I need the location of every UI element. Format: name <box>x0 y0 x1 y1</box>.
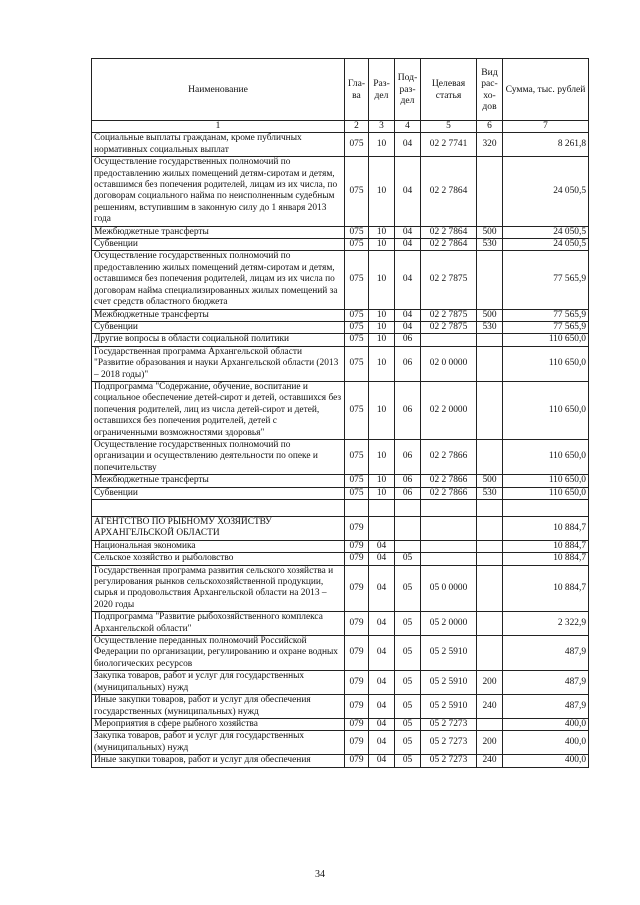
row-podrazdel: 04 <box>395 251 421 309</box>
header-summa: Сумма, тыс. рублей <box>503 59 589 121</box>
table-row <box>92 731 589 755</box>
blank-row <box>92 500 589 517</box>
row-statya: 02 2 7875 <box>421 251 477 309</box>
row-glava: 075 <box>345 226 369 238</box>
row-vid <box>477 718 503 730</box>
table-row <box>92 718 589 730</box>
table-row <box>92 755 589 767</box>
row-name: Межбюджетные трансферты <box>92 309 345 321</box>
table-row <box>92 381 589 439</box>
row-podrazdel: 05 <box>395 718 421 730</box>
row-vid <box>477 439 503 474</box>
row-glava: 075 <box>345 239 369 251</box>
row-razdel: 04 <box>369 553 395 565</box>
row-razdel: 04 <box>369 636 395 671</box>
row-glava: 079 <box>345 636 369 671</box>
row-statya: 05 2 5910 <box>421 636 477 671</box>
row-glava: 075 <box>345 439 369 474</box>
row-glava: 079 <box>345 755 369 767</box>
row-podrazdel: 05 <box>395 565 421 612</box>
row-podrazdel: 06 <box>395 334 421 346</box>
row-summa: 400,0 <box>503 755 589 767</box>
header-glava: Гла-ва <box>345 59 369 121</box>
row-podrazdel: 04 <box>395 157 421 226</box>
row-statya: 02 2 0000 <box>421 381 477 439</box>
header-vid: Вид рас-хо-дов <box>477 59 503 121</box>
table-row <box>92 671 589 695</box>
row-podrazdel: 06 <box>395 475 421 487</box>
row-vid: 200 <box>477 671 503 695</box>
row-razdel: 04 <box>369 565 395 612</box>
row-razdel: 10 <box>369 475 395 487</box>
row-name: Субвенции <box>92 487 345 499</box>
column-number: 5 <box>421 121 477 133</box>
table-row <box>92 540 589 552</box>
row-vid: 530 <box>477 239 503 251</box>
row-razdel: 04 <box>369 755 395 767</box>
row-podrazdel: 05 <box>395 695 421 719</box>
row-name: Закупка товаров, работ и услуг для государственных (муниципальных) нужд <box>92 671 345 695</box>
row-razdel: 10 <box>369 381 395 439</box>
row-podrazdel: 05 <box>395 636 421 671</box>
table-row <box>92 612 589 636</box>
row-vid: 200 <box>477 731 503 755</box>
row-summa: 77 565,9 <box>503 251 589 309</box>
row-summa: 110 650,0 <box>503 381 589 439</box>
header-podrazdel: Под-раз-дел <box>395 59 421 121</box>
row-glava: 075 <box>345 334 369 346</box>
row-glava: 079 <box>345 565 369 612</box>
row-razdel: 10 <box>369 251 395 309</box>
row-summa: 487,9 <box>503 671 589 695</box>
table-row <box>92 487 589 499</box>
row-glava: 075 <box>345 321 369 333</box>
row-statya: 02 2 7864 <box>421 226 477 238</box>
row-name: Социальные выплаты гражданам, кроме публичных нормативных социальных выплат <box>92 133 345 157</box>
row-vid: 240 <box>477 755 503 767</box>
row-razdel: 10 <box>369 309 395 321</box>
row-name: Подпрограмма "Развитие рыбохозяйственного комплекса Архангельской области" <box>92 612 345 636</box>
row-podrazdel: 05 <box>395 553 421 565</box>
table-row <box>92 553 589 565</box>
row-statya: 02 2 7875 <box>421 321 477 333</box>
row-summa: 2 322,9 <box>503 612 589 636</box>
column-number: 7 <box>503 121 589 133</box>
row-glava: 075 <box>345 381 369 439</box>
row-summa: 10 884,7 <box>503 553 589 565</box>
row-name: Государственная программа Архангельской области "Развитие образования и науки Архангельской области (2013 – 2018 годы)" <box>92 346 345 381</box>
table-row <box>92 133 589 157</box>
row-vid <box>477 553 503 565</box>
row-glava: 075 <box>345 133 369 157</box>
row-summa: 400,0 <box>503 718 589 730</box>
row-podrazdel: 06 <box>395 487 421 499</box>
row-podrazdel: 05 <box>395 671 421 695</box>
row-podrazdel: 04 <box>395 309 421 321</box>
row-vid: 500 <box>477 226 503 238</box>
agency-glava: 079 <box>345 517 369 541</box>
table-row <box>92 309 589 321</box>
row-razdel: 10 <box>369 239 395 251</box>
row-name: Субвенции <box>92 239 345 251</box>
row-podrazdel: 04 <box>395 133 421 157</box>
row-razdel: 10 <box>369 133 395 157</box>
row-razdel: 10 <box>369 157 395 226</box>
row-razdel: 04 <box>369 540 395 552</box>
row-statya: 05 2 0000 <box>421 612 477 636</box>
row-razdel: 04 <box>369 731 395 755</box>
row-glava: 075 <box>345 346 369 381</box>
row-glava: 075 <box>345 487 369 499</box>
row-glava: 075 <box>345 475 369 487</box>
row-podrazdel: 06 <box>395 381 421 439</box>
row-name: Осуществление государственных полномочий по организации и осуществлению деятельности по опеке и попечительству <box>92 439 345 474</box>
row-glava: 079 <box>345 718 369 730</box>
row-vid: 500 <box>477 475 503 487</box>
table-row <box>92 636 589 671</box>
row-name: Национальная экономика <box>92 540 345 552</box>
row-name: Другие вопросы в области социальной политики <box>92 334 345 346</box>
row-statya: 02 2 7864 <box>421 157 477 226</box>
row-vid <box>477 346 503 381</box>
row-razdel: 04 <box>369 718 395 730</box>
table-row <box>92 334 589 346</box>
row-summa: 400,0 <box>503 731 589 755</box>
agency-summa: 10 884,7 <box>503 517 589 541</box>
row-statya: 02 2 7875 <box>421 309 477 321</box>
row-statya <box>421 334 477 346</box>
row-glava: 079 <box>345 671 369 695</box>
row-vid: 530 <box>477 321 503 333</box>
row-summa: 24 050,5 <box>503 157 589 226</box>
row-statya <box>421 540 477 552</box>
header-razdel: Раз-дел <box>369 59 395 121</box>
row-podrazdel: 06 <box>395 346 421 381</box>
table-row <box>92 157 589 226</box>
row-summa: 77 565,9 <box>503 309 589 321</box>
row-summa: 77 565,9 <box>503 321 589 333</box>
table-row <box>92 226 589 238</box>
row-glava: 079 <box>345 695 369 719</box>
column-number: 1 <box>92 121 345 133</box>
row-podrazdel: 05 <box>395 612 421 636</box>
row-name: Подпрограмма "Содержание, обучение, воспитание и социальное обеспечение детей-сирот и детей, оставшихся без попечения родителей, лиц из числа детей-сирот и детей, оставшихся без попечения родителей, детей с ограниченными возможностями здоровья" <box>92 381 345 439</box>
row-podrazdel <box>395 540 421 552</box>
table-row <box>92 251 589 309</box>
row-statya: 02 0 0000 <box>421 346 477 381</box>
row-statya: 05 0 0000 <box>421 565 477 612</box>
agency-row <box>92 517 589 541</box>
row-name: Иные закупки товаров, работ и услуг для обеспечения государственных (муниципальных) нужд <box>92 695 345 719</box>
row-name: Сельское хозяйство и рыболовство <box>92 553 345 565</box>
column-number: 6 <box>477 121 503 133</box>
row-statya: 02 2 7864 <box>421 239 477 251</box>
row-name: Осуществление государственных полномочий по предоставлению жилых помещений детям-сиротам и детям, оставшимся без попечения родителей, лицам из их числа, по договорам социального найма по неисполненным судебным решениям, вступившим в законную силу до 1 января 2013 года <box>92 157 345 226</box>
column-number: 4 <box>395 121 421 133</box>
row-razdel: 10 <box>369 321 395 333</box>
header-row <box>92 59 589 121</box>
table-row <box>92 695 589 719</box>
row-statya: 05 2 7273 <box>421 731 477 755</box>
table-row <box>92 475 589 487</box>
page-number: 34 <box>315 869 325 880</box>
row-glava: 079 <box>345 540 369 552</box>
column-number: 2 <box>345 121 369 133</box>
table-body-agency <box>92 500 589 541</box>
row-statya: 05 2 7273 <box>421 718 477 730</box>
row-summa: 10 884,7 <box>503 540 589 552</box>
row-summa: 110 650,0 <box>503 475 589 487</box>
row-glava: 079 <box>345 553 369 565</box>
row-statya: 02 2 7866 <box>421 439 477 474</box>
row-vid: 240 <box>477 695 503 719</box>
table-row <box>92 321 589 333</box>
row-summa: 10 884,7 <box>503 565 589 612</box>
table-body-section-2 <box>92 540 589 767</box>
header-celevaya: Целевая статья <box>421 59 477 121</box>
row-razdel: 10 <box>369 226 395 238</box>
row-vid <box>477 381 503 439</box>
table-row <box>92 565 589 612</box>
row-name: Межбюджетные трансферты <box>92 475 345 487</box>
row-razdel: 04 <box>369 671 395 695</box>
row-name: Иные закупки товаров, работ и услуг для обеспечения <box>92 755 345 767</box>
row-name: Осуществление переданных полномочий Российской Федерации по организации, регулированию и охране водных биологических ресурсов <box>92 636 345 671</box>
row-podrazdel: 04 <box>395 239 421 251</box>
row-summa: 110 650,0 <box>503 346 589 381</box>
row-summa: 110 650,0 <box>503 487 589 499</box>
table-row <box>92 346 589 381</box>
row-vid: 530 <box>477 487 503 499</box>
row-name: Мероприятия в сфере рыбного хозяйства <box>92 718 345 730</box>
header-name: Наименование <box>92 59 345 121</box>
agency-name: АГЕНТСТВО ПО РЫБНОМУ ХОЗЯЙСТВУ АРХАНГЕЛЬСКОЙ ОБЛАСТИ <box>92 517 345 541</box>
row-vid <box>477 251 503 309</box>
row-name: Осуществление государственных полномочий по предоставлению жилых помещений детям-сиротам и детям, оставшимся без попечения родителей, лицам из их числа по договорам найма специализированных жилых помещений за счет средств областного бюджета <box>92 251 345 309</box>
row-podrazdel: 06 <box>395 439 421 474</box>
row-summa: 487,9 <box>503 695 589 719</box>
row-vid: 320 <box>477 133 503 157</box>
row-statya: 05 2 7273 <box>421 755 477 767</box>
budget-table <box>91 58 589 768</box>
row-name: Государственная программа развития сельского хозяйства и регулирования рынков сельскохозяйственной продукции, сырья и продовольствия Архангельской области на 2013 – 2020 годы <box>92 565 345 612</box>
row-statya: 02 2 7866 <box>421 487 477 499</box>
row-vid <box>477 157 503 226</box>
row-statya: 02 2 7866 <box>421 475 477 487</box>
row-statya <box>421 553 477 565</box>
row-statya: 02 2 7741 <box>421 133 477 157</box>
row-summa: 110 650,0 <box>503 439 589 474</box>
table-row <box>92 239 589 251</box>
row-glava: 075 <box>345 251 369 309</box>
row-podrazdel: 04 <box>395 321 421 333</box>
row-vid <box>477 540 503 552</box>
row-name: Субвенции <box>92 321 345 333</box>
row-vid <box>477 334 503 346</box>
column-number-row <box>92 121 589 133</box>
row-vid: 500 <box>477 309 503 321</box>
row-summa: 110 650,0 <box>503 334 589 346</box>
row-summa: 24 050,5 <box>503 226 589 238</box>
row-podrazdel: 05 <box>395 755 421 767</box>
row-razdel: 10 <box>369 487 395 499</box>
row-vid <box>477 636 503 671</box>
row-summa: 24 050,5 <box>503 239 589 251</box>
row-razdel: 10 <box>369 346 395 381</box>
row-razdel: 10 <box>369 334 395 346</box>
row-podrazdel: 05 <box>395 731 421 755</box>
row-statya: 05 2 5910 <box>421 695 477 719</box>
row-razdel: 04 <box>369 612 395 636</box>
row-razdel: 10 <box>369 439 395 474</box>
row-razdel: 04 <box>369 695 395 719</box>
row-glava: 079 <box>345 612 369 636</box>
row-glava: 079 <box>345 731 369 755</box>
table-body-section-1 <box>92 133 589 500</box>
row-statya: 05 2 5910 <box>421 671 477 695</box>
row-vid <box>477 612 503 636</box>
row-glava: 075 <box>345 157 369 226</box>
row-name: Межбюджетные трансферты <box>92 226 345 238</box>
row-vid <box>477 565 503 612</box>
table-row <box>92 439 589 474</box>
row-summa: 487,9 <box>503 636 589 671</box>
row-glava: 075 <box>345 309 369 321</box>
row-podrazdel: 04 <box>395 226 421 238</box>
column-number: 3 <box>369 121 395 133</box>
row-name: Закупка товаров, работ и услуг для государственных (муниципальных) нужд <box>92 731 345 755</box>
row-summa: 8 261,8 <box>503 133 589 157</box>
